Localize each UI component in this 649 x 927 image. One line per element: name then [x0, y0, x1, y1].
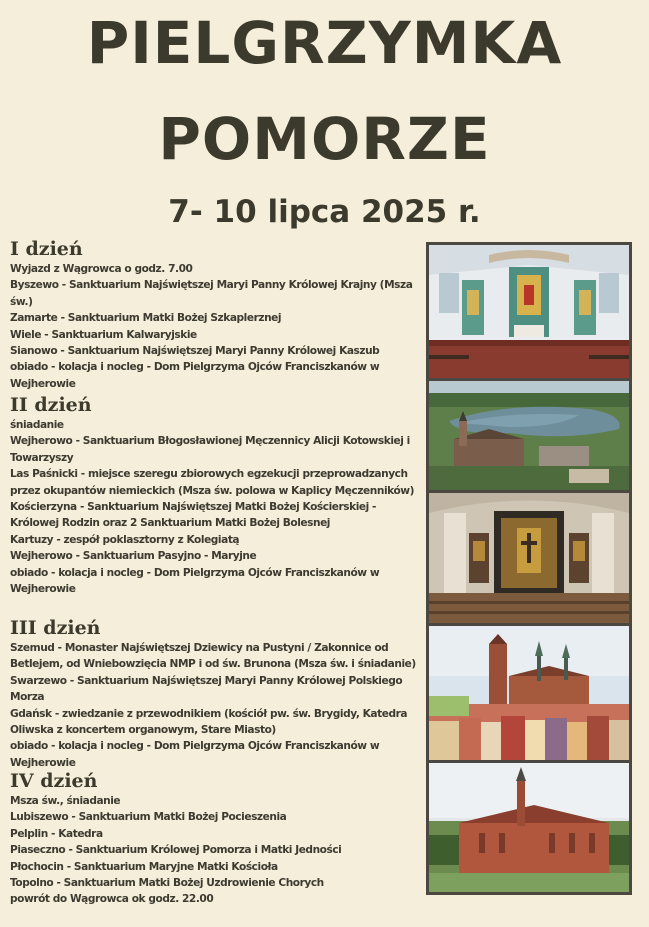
itinerary-line: obiado - kolacja i nocleg - Dom Pielgrzyma Ojców Franciszkanów w Wejherowie	[10, 361, 380, 390]
photo-column	[426, 242, 632, 895]
day-4	[10, 769, 341, 908]
itinerary-line: Wyjazd z Wągrowca o godz. 7.00	[10, 263, 193, 275]
gdansk-city-photo	[429, 626, 629, 760]
church-interior-photo	[429, 245, 629, 378]
itinerary-line: Zamarte - Sanktuarium Matki Bożej Szkaplerznej	[10, 312, 282, 325]
itinerary-line: Pelplin - Katedra	[10, 827, 103, 840]
itinerary-line: Wejherowo - Sanktuarium Pasyjno - Maryjne	[10, 550, 257, 563]
day-heading: III dzień	[10, 617, 101, 639]
itinerary-line: Las Paśnicki - miejsce szeregu zbiorowych egzekucji przeprowadzanych przez okupantów niemieckich (Msza św. polowa w Kaplicy Męczenników)	[10, 468, 415, 497]
baroque-interior-photo	[429, 493, 629, 623]
day-1	[10, 237, 418, 392]
day-heading: I dzień	[10, 238, 83, 260]
itinerary-line: Płochocin - Sanktuarium Maryjne Matki Kościoła	[10, 860, 278, 873]
itinerary-line: Gdańsk - zwiedzanie z przewodnikiem (kościół pw. św. Brygidy, Katedra Oliwska z koncertem organowym, Stare Miasto)	[10, 707, 408, 737]
itinerary-line: obiado - kolacja i nocleg - Dom Pielgrzyma Ojców Franciszkanów w Wejherowie	[10, 740, 380, 769]
itinerary-line: Msza św., śniadanie	[10, 795, 121, 807]
itinerary-line: powrót do Wągrowca ok godz. 22.00	[10, 893, 214, 906]
title-line-1: PIELGRZYMKA	[86, 9, 563, 77]
day-2	[10, 393, 418, 597]
itinerary-line: Szemud - Monaster Najświętszej Dziewicy na Pustyni / Zakonnice od Betlejem, od Wniebowzięcia NMP i od św. Brunona (Msza św. i śniadanie)	[10, 642, 416, 671]
title-line-2: POMORZE	[158, 105, 491, 173]
itinerary-line: obiado - kolacja i nocleg - Dom Pielgrzyma Ojców Franciszkanów w Wejherowie	[10, 566, 380, 596]
itinerary-line: Byszewo - Sanktuarium Najświętszej Maryi Panny Królowej Krajny (Msza św.)	[10, 279, 413, 308]
itinerary-line: Kościerzyna - Sanktuarium Najświętszej Matki Bożej Kościerskiej - Królowej Rodzin oraz 2 Sanktuarium Matki Bożej Bolesnej	[10, 501, 377, 530]
itinerary-line: śniadanie	[10, 419, 64, 431]
day-3	[10, 616, 418, 771]
day-heading: II dzień	[10, 394, 92, 416]
itinerary-line: Piaseczno - Sanktuarium Królowej Pomorza i Matki Jedności	[10, 844, 342, 857]
itinerary-line: Wiele - Sanktuarium Kalwaryjskie	[10, 328, 197, 341]
day-heading: IV dzień	[10, 770, 98, 792]
itinerary-line: Lubiszewo - Sanktuarium Matki Bożej Pocieszenia	[10, 811, 287, 824]
itinerary-line: Swarzewo - Sanktuarium Najświętszej Maryi Panny Królowej Polskiego Morza	[10, 674, 403, 704]
lake-aerial-photo	[429, 381, 629, 490]
itinerary-line: Sianowo - Sanktuarium Najświętszej Maryi Panny Królowej Kaszub	[10, 345, 380, 358]
cathedral-photo	[429, 763, 629, 892]
itinerary-line: Wejherowo - Sanktuarium Błogosławionej Męczennicy Alicji Kotowskiej i Towarzyszy	[10, 435, 410, 464]
event-dates: 7- 10 lipca 2025 r.	[168, 194, 481, 230]
itinerary-line: Kartuzy - zespół poklasztorny z Kolegiatą	[10, 533, 240, 546]
itinerary-line: Topolno - Sanktuarium Matki Bożej Uzdrowienie Chorych	[10, 877, 324, 890]
